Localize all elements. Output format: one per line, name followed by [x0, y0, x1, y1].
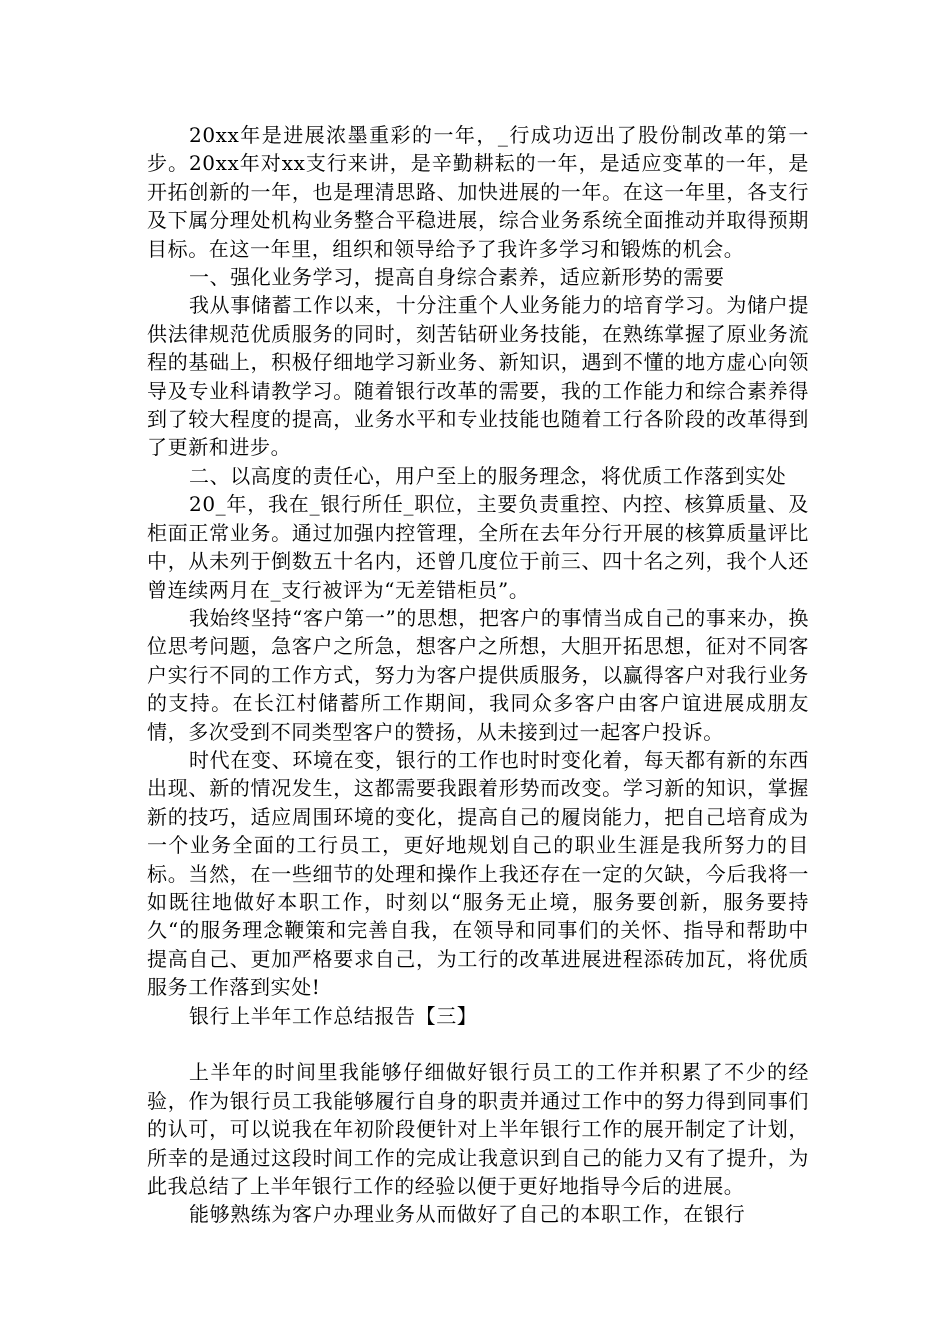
paragraph-position: 20_年，我在_银行所任_职位，主要负责重控、内控、核算质量、及柜面正常业务。通过加强内控管理，全所在去年分行开展的核算质量评比中，从未列于倒数五十名内，还曾几度位于前三、四十名之列，我个人还曾连续两月在_支行被评为“无差错柜员”。 — [147, 492, 809, 602]
report-title-3: 银行上半年工作总结报告【三】 — [189, 1003, 478, 1028]
section-heading-1: 一、强化业务学习，提高自身综合素养，适应新形势的需要 — [189, 265, 725, 290]
paragraph-business: 能够熟练为客户办理业务从而做好了自己的本职工作，在银行 — [189, 1202, 746, 1227]
section-heading-2: 二、以高度的责任心，用户至上的服务理念，将优质工作落到实处 — [189, 463, 787, 488]
blank-line — [147, 1030, 809, 1058]
paragraph-intro: 20xx年是进展浓墨重彩的一年，_行成功迈出了股份制改革的第一步。20xx年对xx支行来讲，是辛勤耕耘的一年，是适应变革的一年，是开拓创新的一年，也是理清思路、加快进展的一年。在这一年里，各支行及下属分理处机构业务整合平稳进展，综合业务系统全面推动并取得预期目标。在这一年里，组织和领导给予了我许多学习和锻炼的机会。 — [147, 123, 809, 261]
paragraph-changing-times: 时代在变、环境在变，银行的工作也时时变化着，每天都有新的东西出现、新的情况发生，这都需要我跟着形势而改变。学习新的知识，掌握新的技巧，适应周围环境的变化，提高自己的履岗能力，把自己培育成为一个业务全面的工行员工，更好地规划自己的职业生涯是我所努力的目标。当然，在一些细节的处理和操作上我还存在一定的欠缺，今后我将一如既往地做好本职工作，时刻以“服务无止境，服务要创新，服务要持久“的服务理念鞭策和完善自我，在领导和同事们的关怀、指导和帮助中提高自己、更加严格要求自己，为工行的改革进展进程添砖加瓦，将优质服务工作落到实处! — [147, 747, 809, 1000]
paragraph-customer-first: 我始终坚持“客户第一”的思想，把客户的事情当成自己的事来办，换位思考问题，急客户之所急，想客户之所想，大胆开拓思想，征对不同客户实行不同的工作方式，努力为客户提供质服务，以赢得客户对我行业务的支持。在长江村储蓄所工作期间，我同众多客户由客户谊进展成朋友情，多次受到不同类型客户的赞扬，从未接到过一起客户投诉。 — [147, 605, 809, 744]
document-body — [147, 121, 809, 1229]
paragraph-half-year: 上半年的时间里我能够仔细做好银行员工的工作并积累了不少的经验，作为银行员工我能够履行自身的职责并通过工作中的努力得到同事们的认可，可以说我在年初阶段便针对上半年银行工作的展开制定了计划，所幸的是通过这段时间工作的完成让我意识到自己的能力又有了提升，为此我总结了上半年银行工作的经验以便于更好地指导今后的进展。 — [147, 1060, 809, 1199]
paragraph-study: 我从事储蓄工作以来，十分注重个人业务能力的培育学习。为储户提供法律规范优质服务的同时，刻苦钻研业务技能，在熟练掌握了原业务流程的基础上，积极仔细地学习新业务、新知识，遇到不懂的地方虚心向领导及专业科请教学习。随着银行改革的需要，我的工作能力和综合素养得到了较大程度的提高，业务水平和专业技能也随着工行各阶段的改革得到了更新和进步。 — [147, 293, 809, 460]
